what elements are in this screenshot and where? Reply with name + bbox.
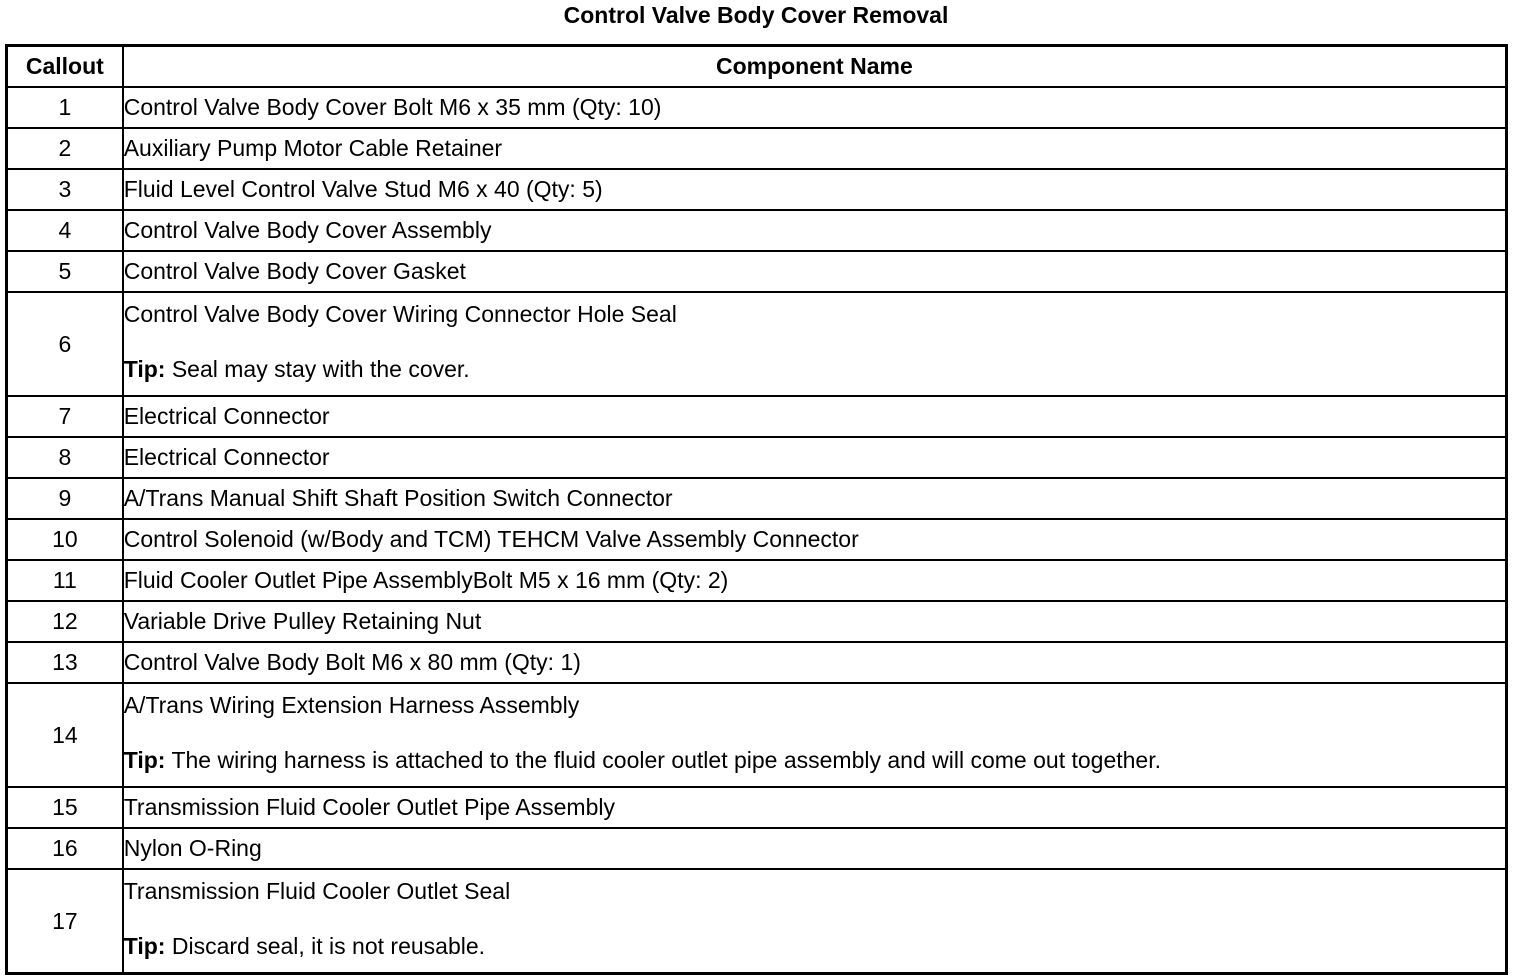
component-name-cell: Nylon O-Ring — [123, 828, 1507, 869]
component-name-cell: A/Trans Manual Shift Shaft Position Switch Connector — [123, 478, 1507, 519]
callout-cell: 4 — [7, 210, 123, 251]
component-name: A/Trans Wiring Extension Harness Assembly — [123, 692, 580, 718]
table-row — [7, 683, 1507, 787]
table-row — [7, 828, 1507, 869]
component-name-cell: Control Solenoid (w/Body and TCM) TEHCM Valve Assembly Connector — [123, 519, 1507, 560]
table-row — [7, 601, 1507, 642]
tip-text: The wiring harness is attached to the fluid cooler outlet pipe assembly and will come out together. — [171, 747, 1161, 773]
table-header-row — [7, 46, 1507, 88]
callout-cell: 16 — [7, 828, 123, 869]
table-row — [7, 869, 1507, 974]
table-row — [7, 560, 1507, 601]
table-row — [7, 519, 1507, 560]
component-name-cell: Variable Drive Pulley Retaining Nut — [123, 601, 1507, 642]
callout-cell: 6 — [7, 292, 123, 396]
table-row — [7, 210, 1507, 251]
page-title: Control Valve Body Cover Removal — [563, 2, 949, 28]
tip-text: Discard seal, it is not reusable. — [171, 933, 486, 959]
component-name-cell: Auxiliary Pump Motor Cable Retainer — [123, 128, 1507, 169]
table-row — [7, 642, 1507, 683]
callout-cell: 2 — [7, 128, 123, 169]
component-name-cell: Electrical Connector — [123, 396, 1507, 437]
table-row — [7, 87, 1507, 128]
callout-cell: 14 — [7, 683, 123, 787]
table-row — [7, 251, 1507, 292]
table-body — [7, 87, 1507, 974]
component-name-cell: Control Valve Body Bolt M6 x 80 mm (Qty: 1) — [123, 642, 1507, 683]
table-row — [7, 169, 1507, 210]
header-callout: Callout — [7, 46, 123, 88]
component-name-cell: Control Valve Body Cover Gasket — [123, 251, 1507, 292]
component-name-cell: Control Valve Body Cover Assembly — [123, 210, 1507, 251]
component-name-cell: Fluid Level Control Valve Stud M6 x 40 (Qty: 5) — [123, 169, 1507, 210]
callout-cell: 17 — [7, 869, 123, 974]
table-row — [7, 396, 1507, 437]
callout-cell: 10 — [7, 519, 123, 560]
tip-note — [124, 933, 1505, 960]
tip-label: Tip: — [123, 933, 166, 959]
tip-label: Tip: — [123, 747, 166, 773]
tip-label: Tip: — [123, 356, 166, 382]
component-name-cell — [123, 292, 1507, 396]
table-row — [7, 787, 1507, 828]
component-name-cell: Fluid Cooler Outlet Pipe AssemblyBolt M5 x 16 mm (Qty: 2) — [123, 560, 1507, 601]
callout-cell: 15 — [7, 787, 123, 828]
component-name-cell: Electrical Connector — [123, 437, 1507, 478]
callout-cell: 5 — [7, 251, 123, 292]
callout-cell: 13 — [7, 642, 123, 683]
callout-cell: 8 — [7, 437, 123, 478]
component-name-cell — [123, 869, 1507, 974]
tip-text: Seal may stay with the cover. — [171, 356, 470, 382]
component-name: Control Valve Body Cover Wiring Connector Hole Seal — [123, 301, 677, 327]
component-name-cell — [123, 683, 1507, 787]
callout-cell: 1 — [7, 87, 123, 128]
table-row — [7, 478, 1507, 519]
header-component-name: Component Name — [123, 46, 1507, 88]
callout-cell: 11 — [7, 560, 123, 601]
table-row — [7, 437, 1507, 478]
table-row — [7, 128, 1507, 169]
component-name-cell: Control Valve Body Cover Bolt M6 x 35 mm (Qty: 10) — [123, 87, 1507, 128]
callout-cell: 12 — [7, 601, 123, 642]
components-table — [5, 44, 1508, 975]
component-name-cell: Transmission Fluid Cooler Outlet Pipe Assembly — [123, 787, 1507, 828]
tip-note — [124, 747, 1505, 774]
callout-cell: 3 — [7, 169, 123, 210]
table-row — [7, 292, 1507, 396]
callout-cell: 9 — [7, 478, 123, 519]
callout-cell: 7 — [7, 396, 123, 437]
component-name: Transmission Fluid Cooler Outlet Seal — [123, 878, 511, 904]
tip-note — [124, 356, 1505, 383]
